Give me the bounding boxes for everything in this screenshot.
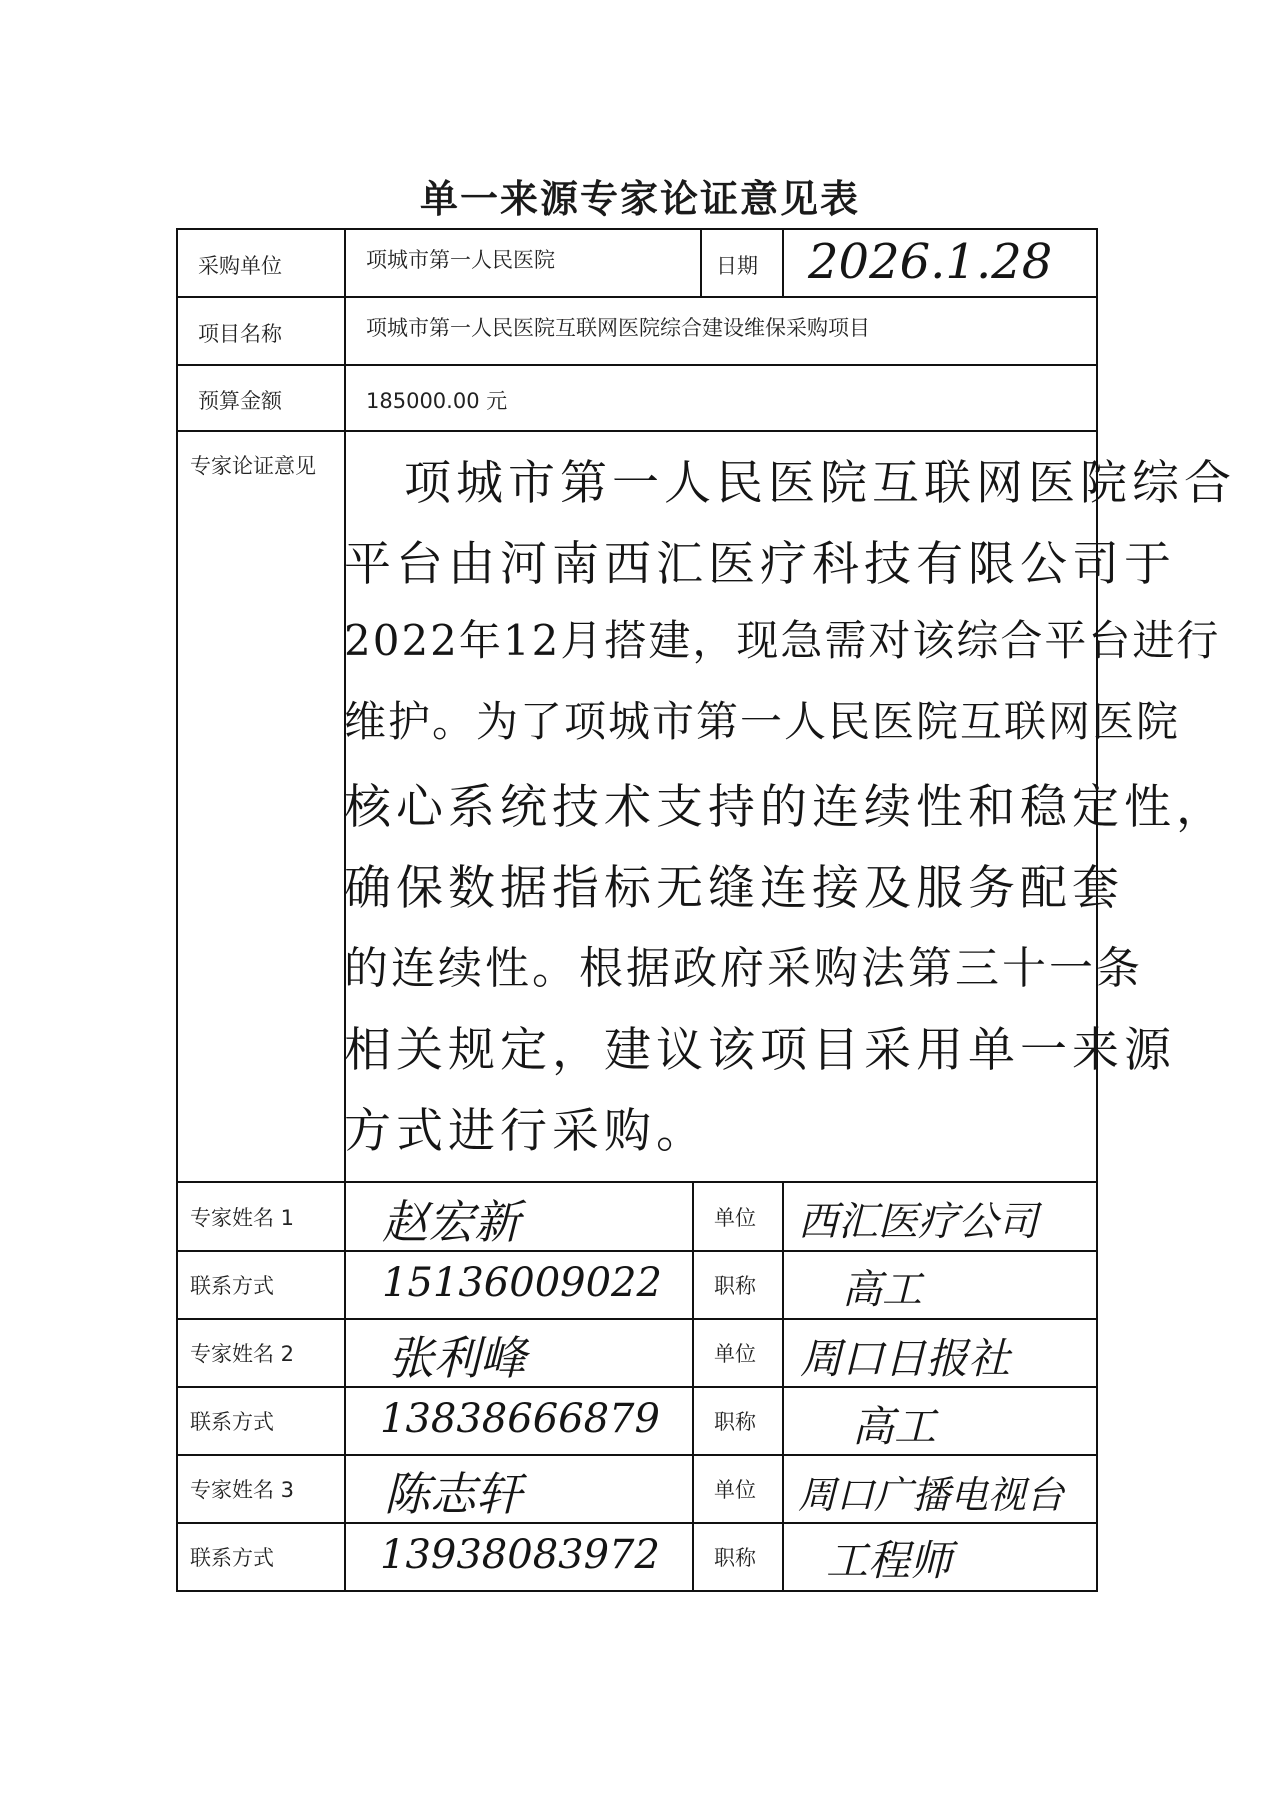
rule	[176, 1181, 1098, 1183]
expert3-rank: 工程师	[826, 1536, 953, 1585]
opinion-line: 平台由河南西汇医疗科技有限公司于	[344, 537, 1176, 592]
opinion-line: 相关规定，建议该项目采用单一来源	[344, 1023, 1176, 1078]
expert3-unit: 周口广播电视台	[798, 1473, 1065, 1517]
rule	[176, 296, 1098, 298]
rule	[176, 1590, 1098, 1592]
expert1-contact-label: 联系方式	[190, 1274, 274, 1298]
expert3-contact-label: 联系方式	[190, 1546, 274, 1570]
budget-value: 185000.00 元	[366, 389, 508, 413]
expert1-unit-label: 单位	[714, 1206, 756, 1230]
rule	[176, 430, 1098, 432]
expert1-rank: 高工	[842, 1267, 922, 1313]
buyer-label: 采购单位	[198, 254, 282, 278]
expert2-unit: 周口日报社	[800, 1334, 1011, 1383]
rule	[176, 1386, 1098, 1388]
expert1-name: 赵宏新	[382, 1195, 520, 1249]
opinion-line: 2022年12月搭建，现急需对该综合平台进行	[344, 616, 1221, 665]
expert3-label: 专家姓名 3	[190, 1478, 295, 1502]
expert3-rank-label: 职称	[714, 1546, 756, 1570]
page-title: 单一来源专家论证意见表	[419, 176, 860, 221]
date-value: 2026.1.28	[808, 234, 1053, 290]
project-value: 项城市第一人民医院互联网医院综合建设维保采购项目	[366, 316, 870, 340]
rule	[700, 228, 702, 298]
budget-label: 预算金额	[198, 389, 282, 413]
expert2-rank-label: 职称	[714, 1410, 756, 1434]
expert3-phone: 13938083972	[380, 1532, 660, 1578]
rule	[176, 228, 1098, 230]
expert2-rank: 高工	[852, 1402, 937, 1451]
expert2-phone: 13838666879	[380, 1396, 660, 1442]
expert1-phone: 15136009022	[382, 1260, 662, 1306]
expert2-unit-label: 单位	[714, 1342, 756, 1366]
expert2-contact-label: 联系方式	[190, 1410, 274, 1434]
rule	[692, 1181, 694, 1592]
opinion-label: 专家论证意见	[190, 454, 316, 478]
expert1-rank-label: 职称	[714, 1274, 756, 1298]
rule	[782, 228, 784, 298]
opinion-line: 维护。为了项城市第一人民医院互联网医院	[344, 697, 1181, 746]
opinion-form	[176, 228, 1236, 1643]
rule	[782, 1181, 784, 1592]
rule	[176, 364, 1098, 366]
expert1-label: 专家姓名 1	[190, 1206, 295, 1230]
rule	[176, 1318, 1098, 1320]
expert1-unit: 西汇医疗公司	[798, 1199, 1038, 1245]
rule	[176, 1522, 1098, 1524]
opinion-line: 项城市第一人民医院互联网医院综合	[404, 456, 1236, 511]
date-label: 日期	[716, 254, 758, 278]
expert3-name: 陈志轩	[384, 1467, 522, 1521]
rule	[176, 1250, 1098, 1252]
expert2-label: 专家姓名 2	[190, 1342, 295, 1366]
opinion-line: 方式进行采购。	[344, 1104, 708, 1159]
opinion-line: 核心系统技术支持的连续性和稳定性，	[344, 780, 1228, 835]
project-label: 项目名称	[198, 322, 282, 346]
rule	[176, 228, 178, 1592]
rule	[176, 1454, 1098, 1456]
buyer-value: 项城市第一人民医院	[366, 248, 555, 272]
expert2-name: 张利峰	[388, 1331, 526, 1385]
expert3-unit-label: 单位	[714, 1478, 756, 1502]
opinion-line: 确保数据指标无缝连接及服务配套	[344, 861, 1124, 916]
opinion-line: 的连续性。根据政府采购法第三十一条	[344, 943, 1143, 994]
